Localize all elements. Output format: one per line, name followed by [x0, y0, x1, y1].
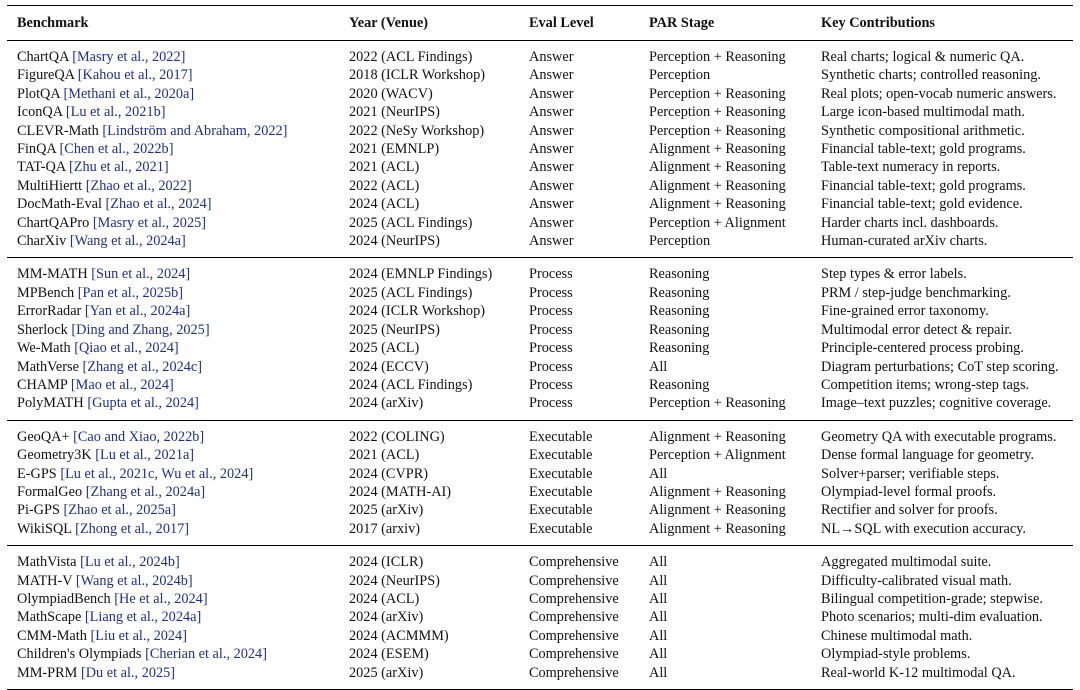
cell-key-contributions: Harder charts incl. dashboards.	[821, 214, 999, 231]
cell-key-contributions: Financial table-text; gold evidence.	[821, 196, 1023, 213]
cell-eval-level: Process	[529, 376, 573, 393]
cell-benchmark	[7, 140, 339, 158]
citation-link[interactable]: [Du et al., 2025]	[80, 664, 176, 681]
benchmark-name: OlympiadBench	[17, 590, 111, 607]
citation-link[interactable]: [Chen et al., 2022b]	[59, 141, 174, 158]
citation-link[interactable]: [Cao and Xiao, 2022b]	[73, 428, 205, 445]
benchmark-name: Sherlock	[17, 321, 68, 338]
cell-key-contributions: Step types & error labels.	[821, 266, 967, 283]
table-row	[7, 214, 1073, 232]
cell-par-stage: Perception	[649, 233, 711, 250]
cell-key-contributions: Geometry QA with executable programs.	[821, 428, 1057, 445]
cell-par-stage: Reasoning	[649, 340, 710, 357]
cell-par-stage: Reasoning	[649, 321, 710, 338]
benchmark-name: PolyMATH	[17, 395, 84, 412]
cell-benchmark	[7, 483, 339, 501]
cell-eval-level: Executable	[529, 502, 593, 519]
cell-benchmark	[7, 302, 339, 320]
cell-par-stage: All	[649, 358, 668, 375]
table-row	[7, 645, 1073, 663]
cell-benchmark	[7, 284, 339, 302]
benchmark-name: CHAMP	[17, 376, 68, 393]
cell-year-venue: 2025 (NeurIPS)	[349, 321, 440, 338]
benchmark-name: Pi-GPS	[17, 502, 60, 519]
cell-year-venue: 2018 (ICLR Workshop)	[349, 67, 485, 84]
benchmark-name: DocMath-Eval	[17, 196, 102, 213]
cell-par-stage: Alignment + Reasoning	[649, 141, 786, 158]
cell-eval-level: Process	[529, 358, 573, 375]
citation-link[interactable]: [Lindström and Abraham, 2022]	[102, 122, 288, 139]
benchmark-name: IconQA	[17, 104, 63, 121]
cell-par-stage: All	[649, 609, 668, 626]
cell-eval-level: Comprehensive	[529, 572, 619, 589]
benchmark-name: ChartQA	[17, 49, 69, 65]
cell-par-stage: All	[649, 664, 668, 681]
cell-eval-level: Answer	[529, 177, 574, 194]
citation-link[interactable]: [Cherian et al., 2024]	[145, 646, 267, 663]
cell-par-stage: Alignment + Reasoning	[649, 177, 786, 194]
cell-year-venue: 2021 (NeurIPS)	[349, 104, 440, 121]
header-year-venue: Year (Venue)	[349, 14, 429, 31]
cell-benchmark	[7, 645, 339, 663]
cell-benchmark	[7, 85, 339, 103]
table-header	[7, 6, 1073, 41]
cell-benchmark	[7, 158, 339, 176]
cell-eval-level: Process	[529, 284, 573, 301]
cell-benchmark	[7, 465, 339, 483]
cell-key-contributions: Financial table-text; gold programs.	[821, 177, 1026, 194]
cell-year-venue: 2024 (ACL)	[349, 196, 420, 213]
cell-year-venue: 2025 (ACL Findings)	[349, 284, 473, 301]
cell-eval-level: Comprehensive	[529, 646, 619, 663]
cell-key-contributions: Synthetic charts; controlled reasoning.	[821, 67, 1041, 84]
cell-year-venue: 2021 (ACL)	[349, 447, 420, 464]
citation-link[interactable]: [Sun et al., 2024]	[91, 266, 191, 283]
cell-eval-level: Executable	[529, 520, 593, 537]
cell-key-contributions: Large icon-based multimodal math.	[821, 104, 1025, 121]
header-row	[7, 6, 1073, 41]
cell-key-contributions: Olympiad-level formal proofs.	[821, 483, 997, 500]
cell-key-contributions: Bilingual competition-grade; stepwise.	[821, 590, 1043, 607]
cell-eval-level: Executable	[529, 483, 593, 500]
cell-benchmark	[7, 232, 339, 258]
cell-eval-level: Process	[529, 321, 573, 338]
cell-benchmark	[7, 608, 339, 626]
table-row	[7, 339, 1073, 357]
cell-benchmark	[7, 214, 339, 232]
cell-benchmark	[7, 446, 339, 464]
cell-year-venue: 2024 (ACL Findings)	[349, 376, 473, 393]
citation-link[interactable]: [Ding and Zhang, 2025]	[71, 321, 210, 338]
benchmark-name: FinQA	[17, 141, 56, 158]
cell-key-contributions: NL→SQL with execution accuracy.	[821, 520, 1026, 537]
cell-par-stage: Perception + Reasoning	[649, 104, 786, 121]
cell-eval-level: Comprehensive	[529, 554, 619, 571]
cell-par-stage: All	[649, 465, 668, 482]
benchmark-name: MultiHiertt	[17, 177, 83, 194]
table-row	[7, 590, 1073, 608]
citation-link[interactable]: [Liang et al., 2024a]	[84, 609, 202, 626]
cell-eval-level: Answer	[529, 141, 574, 158]
cell-eval-level: Answer	[529, 214, 574, 231]
cell-par-stage: Alignment + Reasoning	[649, 520, 786, 537]
table-group	[7, 258, 1073, 420]
citation-link[interactable]: [Mao et al., 2024]	[70, 376, 174, 393]
cell-key-contributions: Multimodal error detect & repair.	[821, 321, 1012, 338]
cell-benchmark	[7, 572, 339, 590]
cell-key-contributions: Aggregated multimodal suite.	[821, 554, 992, 571]
table-row	[7, 195, 1073, 213]
cell-benchmark	[7, 103, 339, 121]
cell-year-venue: 2022 (ACL)	[349, 177, 420, 194]
citation-link[interactable]: [Zhao et al., 2025a]	[63, 502, 176, 519]
cell-eval-level: Answer	[529, 67, 574, 84]
cell-key-contributions: Real plots; open-vocab numeric answers.	[821, 85, 1057, 102]
cell-benchmark	[7, 195, 339, 213]
table-row	[7, 501, 1073, 519]
cell-year-venue: 2022 (NeSy Workshop)	[349, 122, 485, 139]
citation-link[interactable]: [Zhang et al., 2024a]	[85, 483, 206, 500]
cell-benchmark	[7, 258, 339, 284]
cell-par-stage: Perception + Reasoning	[649, 49, 786, 65]
table-row	[7, 302, 1073, 320]
cell-year-venue: 2024 (ACMMM)	[349, 627, 449, 644]
cell-eval-level: Process	[529, 303, 573, 320]
cell-key-contributions: Image–text puzzles; cognitive coverage.	[821, 395, 1052, 412]
cell-year-venue: 2024 (ACL)	[349, 590, 420, 607]
table-row	[7, 358, 1073, 376]
table-row	[7, 520, 1073, 546]
benchmark-name: PlotQA	[17, 85, 60, 102]
cell-par-stage: Reasoning	[649, 376, 710, 393]
header-par-stage: PAR Stage	[649, 14, 715, 31]
citation-link[interactable]: [Zhong et al., 2017]	[75, 520, 190, 537]
cell-benchmark	[7, 590, 339, 608]
cell-year-venue: 2022 (COLING)	[349, 428, 445, 445]
benchmark-name: MPBench	[17, 284, 75, 301]
cell-key-contributions: Synthetic compositional arithmetic.	[821, 122, 1025, 139]
cell-par-stage: Alignment + Reasoning	[649, 502, 786, 519]
cell-par-stage: All	[649, 646, 668, 663]
benchmark-name: MM-MATH	[17, 266, 88, 283]
table-row	[7, 608, 1073, 626]
cell-par-stage: Alignment + Reasoning	[649, 483, 786, 500]
citation-link[interactable]: [Gupta et al., 2024]	[87, 395, 199, 412]
citation-link[interactable]: [Lu et al., 2021b]	[65, 104, 166, 121]
cell-year-venue: 2024 (ESEM)	[349, 646, 429, 663]
citation-link[interactable]: [Masry et al., 2025]	[92, 214, 207, 231]
cell-eval-level: Answer	[529, 104, 574, 121]
cell-benchmark	[7, 546, 339, 572]
cell-benchmark	[7, 376, 339, 394]
citation-link[interactable]: [Lu et al., 2021c, Wu et al., 2024]	[60, 465, 254, 482]
cell-par-stage: Reasoning	[649, 284, 710, 301]
cell-benchmark	[7, 627, 339, 645]
table-row	[7, 664, 1073, 690]
cell-eval-level: Comprehensive	[529, 627, 619, 644]
cell-key-contributions: Financial table-text; gold programs.	[821, 141, 1026, 158]
table-row	[7, 158, 1073, 176]
benchmark-name: Geometry3K	[17, 447, 92, 464]
benchmark-name: WikiSQL	[17, 520, 72, 537]
benchmark-name: MathVerse	[17, 358, 79, 375]
cell-par-stage: All	[649, 572, 668, 589]
cell-par-stage: All	[649, 627, 668, 644]
cell-key-contributions: Real charts; logical & numeric QA.	[821, 49, 1025, 65]
header-benchmark: Benchmark	[17, 14, 89, 31]
cell-par-stage: All	[649, 554, 668, 571]
citation-link[interactable]: [He et al., 2024]	[114, 590, 208, 607]
table-row	[7, 627, 1073, 645]
cell-par-stage: All	[649, 590, 668, 607]
cell-year-venue: 2024 (ECCV)	[349, 358, 429, 375]
cell-par-stage: Perception + Reasoning	[649, 85, 786, 102]
table-row	[7, 572, 1073, 590]
cell-key-contributions: Competition items; wrong-step tags.	[821, 376, 1030, 393]
benchmark-name: E-GPS	[17, 465, 57, 482]
cell-benchmark	[7, 520, 339, 546]
benchmark-name: We-Math	[17, 340, 71, 357]
cell-benchmark	[7, 321, 339, 339]
cell-par-stage: Reasoning	[649, 266, 710, 283]
table-group	[7, 420, 1073, 545]
cell-key-contributions: Real-world K-12 multimodal QA.	[821, 664, 1016, 681]
table-row	[7, 546, 1073, 572]
cell-eval-level: Answer	[529, 85, 574, 102]
benchmark-name: CLEVR-Math	[17, 122, 99, 139]
cell-eval-level: Comprehensive	[529, 609, 619, 626]
cell-eval-level: Executable	[529, 428, 593, 445]
cell-benchmark	[7, 66, 339, 84]
table-row	[7, 41, 1073, 67]
table-row	[7, 446, 1073, 464]
cell-year-venue: 2021 (EMNLP)	[349, 141, 440, 158]
benchmark-name: GeoQA+	[17, 428, 70, 445]
table-row	[7, 483, 1073, 501]
cell-year-venue: 2024 (ICLR Workshop)	[349, 303, 485, 320]
cell-year-venue: 2024 (CVPR)	[349, 465, 429, 482]
cell-key-contributions: Rectifier and solver for proofs.	[821, 502, 998, 519]
cell-par-stage: Perception + Alignment	[649, 447, 786, 464]
citation-link[interactable]: [Liu et al., 2024]	[90, 627, 187, 644]
cell-par-stage: Perception + Reasoning	[649, 122, 786, 139]
cell-eval-level: Comprehensive	[529, 664, 619, 681]
cell-key-contributions: Chinese multimodal math.	[821, 627, 973, 644]
cell-year-venue: 2025 (ACL Findings)	[349, 214, 473, 231]
cell-par-stage: Perception + Reasoning	[649, 395, 786, 412]
cell-key-contributions: Solver+parser; verifiable steps.	[821, 465, 1000, 482]
table-row	[7, 321, 1073, 339]
cell-key-contributions: Difficulty-calibrated visual math.	[821, 572, 1012, 589]
citation-link[interactable]: [Zhao et al., 2022]	[85, 177, 192, 194]
citation-link[interactable]: [Zhu et al., 2021]	[68, 159, 169, 176]
cell-key-contributions: PRM / step-judge benchmarking.	[821, 284, 1011, 301]
cell-year-venue: 2022 (ACL Findings)	[349, 49, 473, 65]
benchmark-name: MM-PRM	[17, 664, 78, 681]
table-row	[7, 258, 1073, 284]
citation-link[interactable]: [Yan et al., 2024a]	[84, 303, 191, 320]
table-row	[7, 122, 1073, 140]
cell-par-stage: Alignment + Reasoning	[649, 428, 786, 445]
benchmark-name: FigureQA	[17, 67, 75, 84]
benchmark-name: MathVista	[17, 554, 77, 571]
cell-year-venue: 2021 (ACL)	[349, 159, 420, 176]
table-row	[7, 394, 1073, 420]
cell-benchmark	[7, 358, 339, 376]
citation-link[interactable]: [Wang et al., 2024a]	[69, 233, 186, 250]
cell-year-venue: 2024 (MATH-AI)	[349, 483, 452, 500]
cell-year-venue: 2024 (ICLR)	[349, 554, 424, 571]
cell-eval-level: Comprehensive	[529, 590, 619, 607]
table-row	[7, 140, 1073, 158]
cell-par-stage: Reasoning	[649, 303, 710, 320]
cell-par-stage: Alignment + Reasoning	[649, 196, 786, 213]
cell-year-venue: 2024 (arXiv)	[349, 395, 424, 412]
cell-eval-level: Answer	[529, 233, 574, 250]
cell-year-venue: 2025 (arXiv)	[349, 502, 424, 519]
header-eval-level: Eval Level	[529, 14, 594, 31]
citation-link[interactable]: [Masry et al., 2022]	[72, 49, 186, 65]
cell-year-venue: 2025 (arXiv)	[349, 664, 424, 681]
table-row	[7, 66, 1073, 84]
table-row	[7, 420, 1073, 446]
benchmark-name: ChartQAPro	[17, 214, 90, 231]
citation-link[interactable]: [Zhang et al., 2024c]	[82, 358, 203, 375]
cell-year-venue: 2024 (EMNLP Findings)	[349, 266, 493, 283]
table-row	[7, 376, 1073, 394]
benchmark-name: Children's Olympiads	[17, 646, 142, 663]
cell-year-venue: 2024 (NeurIPS)	[349, 572, 440, 589]
cell-benchmark	[7, 177, 339, 195]
citation-link[interactable]: [Methani et al., 2020a]	[63, 85, 195, 102]
cell-key-contributions: Table-text numeracy in reports.	[821, 159, 1001, 176]
benchmark-name: MathScape	[17, 609, 82, 626]
cell-key-contributions: Olympiad-style problems.	[821, 646, 971, 663]
cell-eval-level: Answer	[529, 122, 574, 139]
cell-benchmark	[7, 501, 339, 519]
cell-par-stage: Perception	[649, 67, 711, 84]
cell-par-stage: Alignment + Reasoning	[649, 159, 786, 176]
citation-link[interactable]: [Pan et al., 2025b]	[77, 284, 183, 301]
cell-eval-level: Process	[529, 340, 573, 357]
cell-benchmark	[7, 664, 339, 690]
citation-link[interactable]: [Lu et al., 2024b]	[80, 554, 180, 571]
benchmark-name: TAT-QA	[17, 159, 66, 176]
cell-year-venue: 2020 (WACV)	[349, 85, 433, 102]
table-row	[7, 465, 1073, 483]
cell-benchmark	[7, 420, 339, 446]
table-row	[7, 177, 1073, 195]
cell-key-contributions: Diagram perturbations; CoT step scoring.	[821, 358, 1059, 375]
citation-link[interactable]: [Kahou et al., 2017]	[77, 67, 193, 84]
cell-year-venue: 2024 (arXiv)	[349, 609, 424, 626]
cell-eval-level: Answer	[529, 159, 574, 176]
cell-year-venue: 2017 (arxiv)	[349, 520, 421, 537]
citation-link[interactable]: [Lu et al., 2021a]	[95, 447, 195, 464]
benchmark-table	[7, 5, 1073, 690]
benchmark-table-container	[7, 5, 1073, 690]
cell-benchmark	[7, 41, 339, 67]
cell-eval-level: Process	[529, 266, 573, 283]
cell-key-contributions: Fine-grained error taxonomy.	[821, 303, 989, 320]
benchmark-name: ErrorRadar	[17, 303, 82, 320]
cell-key-contributions: Dense formal language for geometry.	[821, 447, 1035, 464]
cell-year-venue: 2025 (ACL)	[349, 340, 420, 357]
header-key-contributions: Key Contributions	[821, 14, 935, 31]
cell-benchmark	[7, 394, 339, 420]
cell-eval-level: Executable	[529, 447, 593, 464]
table-row	[7, 85, 1073, 103]
cell-key-contributions: Principle-centered process probing.	[821, 340, 1024, 357]
benchmark-name: CharXiv	[17, 233, 67, 250]
benchmark-name: MATH-V	[17, 572, 73, 589]
cell-benchmark	[7, 339, 339, 357]
cell-par-stage: Perception + Alignment	[649, 214, 786, 231]
table-row	[7, 232, 1073, 258]
table-group	[7, 41, 1073, 258]
cell-eval-level: Answer	[529, 196, 574, 213]
citation-link[interactable]: [Qiao et al., 2024]	[74, 340, 179, 357]
table-group	[7, 546, 1073, 690]
cell-benchmark	[7, 122, 339, 140]
table-row	[7, 284, 1073, 302]
cell-eval-level: Answer	[529, 49, 574, 65]
cell-key-contributions: Human-curated arXiv charts.	[821, 233, 988, 250]
cell-eval-level: Process	[529, 395, 573, 412]
table-row	[7, 103, 1073, 121]
benchmark-name: CMM-Math	[17, 627, 87, 644]
citation-link[interactable]: [Wang et al., 2024b]	[75, 572, 193, 589]
cell-key-contributions: Photo scenarios; multi-dim evaluation.	[821, 609, 1043, 626]
cell-year-venue: 2024 (NeurIPS)	[349, 233, 440, 250]
citation-link[interactable]: [Zhao et al., 2024]	[105, 196, 212, 213]
benchmark-name: FormalGeo	[17, 483, 83, 500]
cell-eval-level: Executable	[529, 465, 593, 482]
